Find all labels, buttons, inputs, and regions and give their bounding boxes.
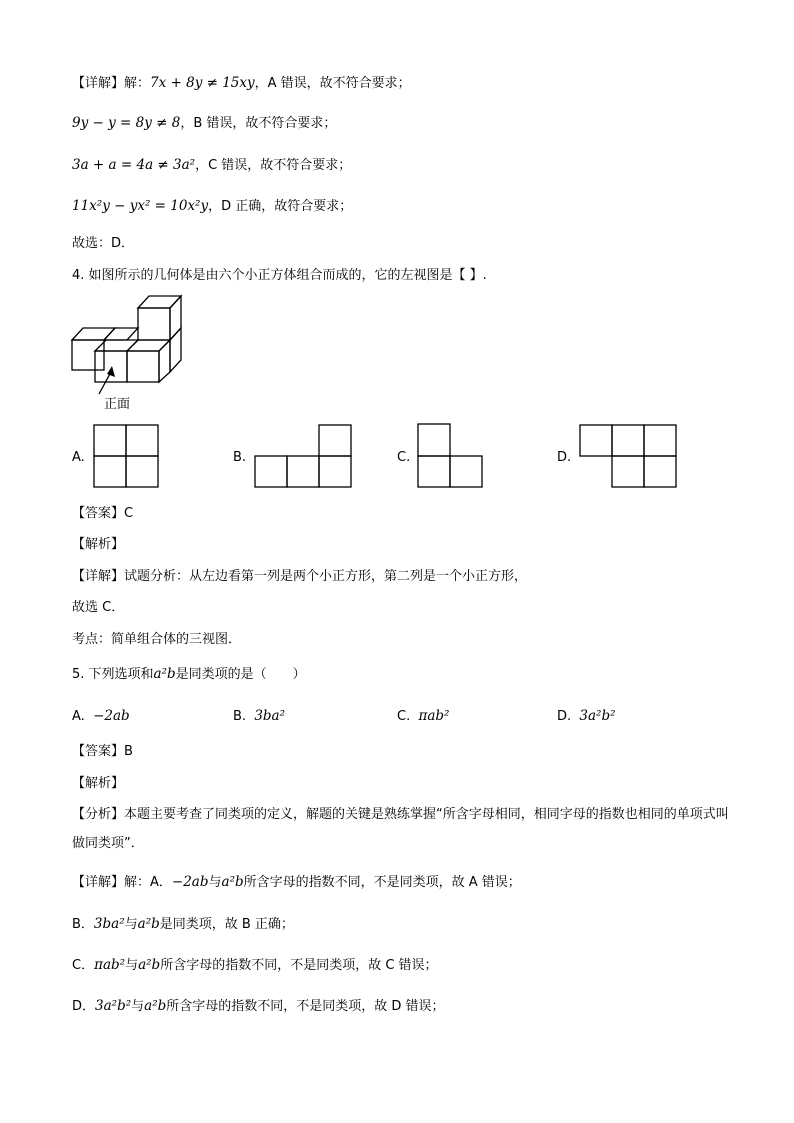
option-d-label: D. — [557, 450, 572, 465]
front-label: 正面 — [104, 397, 131, 412]
option-expr: 3a²b² — [579, 708, 616, 724]
equation: 11x²y − yx² = 10x²y — [72, 198, 209, 214]
option-b-label: B. — [233, 450, 247, 465]
verdict: ，B 错误，故不符合要求； — [180, 116, 337, 131]
q4-stem: 4. 如图所示的几何体是由六个小正方体组合而成的，它的左视图是【 】. — [72, 268, 487, 283]
expr-1: 3ba² — [93, 916, 125, 932]
verdict: ，A 错误，故不符合要求； — [254, 76, 411, 91]
q5-detail-c — [72, 955, 438, 976]
expr-2: a²b — [137, 916, 160, 932]
detail-post: 所含字母的指数不同，不是同类项，故 C 错误； — [160, 958, 438, 973]
option-expr: 3ba² — [254, 708, 286, 724]
q5-answer: 【答案】B — [72, 744, 133, 759]
q5-option-d — [557, 706, 616, 727]
q4-analysis-tag: 【解析】 — [72, 537, 125, 552]
q4-answer: 【答案】C — [72, 506, 134, 521]
q5-stem-post: 是同类项的是（ ） — [175, 667, 306, 682]
detail-pre: D． — [72, 999, 96, 1014]
detail-pre: B． — [72, 917, 94, 932]
option-b-figure — [255, 425, 351, 487]
detail-tag: 【详解】解： — [72, 76, 151, 91]
q5-fenxi: 【分析】本题主要考查了同类项的定义，解题的关键是熟练掌握“所含字母相同，相同字母的指数也相同的单项式叫做同类项”． — [72, 807, 729, 851]
verdict: ，C 错误，故不符合要求； — [195, 158, 352, 173]
equation: 9y − y = 8y ≠ 8 — [72, 115, 181, 131]
q5-stem-math: a²b — [153, 666, 176, 682]
option-c-label: C. — [397, 450, 411, 465]
expr-2: a²b — [138, 957, 161, 973]
detail-pre: C． — [72, 958, 95, 973]
detail-post: 所含字母的指数不同，不是同类项，故 D 错误； — [166, 999, 445, 1014]
option-label: B. — [233, 709, 247, 724]
connector: 与 — [125, 958, 139, 973]
q5-detail-d — [72, 996, 445, 1017]
expr-1: πab² — [94, 957, 126, 973]
connector: 与 — [131, 999, 145, 1014]
expr-2: a²b — [221, 874, 244, 890]
expr-1: −2ab — [171, 874, 209, 890]
option-label: A. — [72, 709, 85, 724]
expr-2: a²b — [144, 998, 167, 1014]
equation: 3a + a = 4a ≠ 3a² — [72, 157, 196, 173]
q5-detail-a — [72, 872, 521, 893]
verdict: ，D 正确，故符合要求； — [208, 199, 353, 214]
option-a-figure — [94, 425, 158, 487]
choose-line: 故选：D． — [72, 236, 135, 251]
q4-conclusion: 故选 C． — [72, 600, 125, 615]
option-expr: πab² — [418, 708, 450, 724]
option-d-figure — [580, 425, 676, 487]
option-a-label: A. — [72, 450, 85, 465]
connector: 与 — [124, 917, 138, 932]
q5-option-a — [72, 706, 130, 727]
detail-pre: 【详解】解：A． — [72, 875, 172, 890]
expr-1: 3a²b² — [95, 998, 132, 1014]
q5-option-c — [397, 706, 449, 727]
option-c-figure — [418, 424, 482, 487]
q5-stem-pre: 5. 下列选项和 — [72, 667, 154, 682]
detail-post: 所含字母的指数不同，不是同类项，故 A 错误； — [243, 875, 521, 890]
option-label: D. — [557, 709, 572, 724]
q4-point: 考点：简单组合体的三视图． — [72, 632, 242, 647]
q5-option-b — [233, 706, 285, 727]
option-expr: −2ab — [93, 708, 130, 724]
q5-analysis-tag: 【解析】 — [72, 776, 125, 791]
detail-post: 是同类项，故 B 正确； — [159, 917, 294, 932]
q5-detail-b — [72, 914, 294, 935]
q4-detail: 【详解】试题分析：从左边看第一列是两个小正方形，第二列是一个小正方形， — [72, 569, 528, 584]
solid-figure — [72, 296, 181, 394]
q5-stem — [72, 664, 306, 685]
equation: 7x + 8y ≠ 15xy — [150, 75, 255, 91]
connector: 与 — [208, 875, 222, 890]
option-label: C. — [397, 709, 411, 724]
